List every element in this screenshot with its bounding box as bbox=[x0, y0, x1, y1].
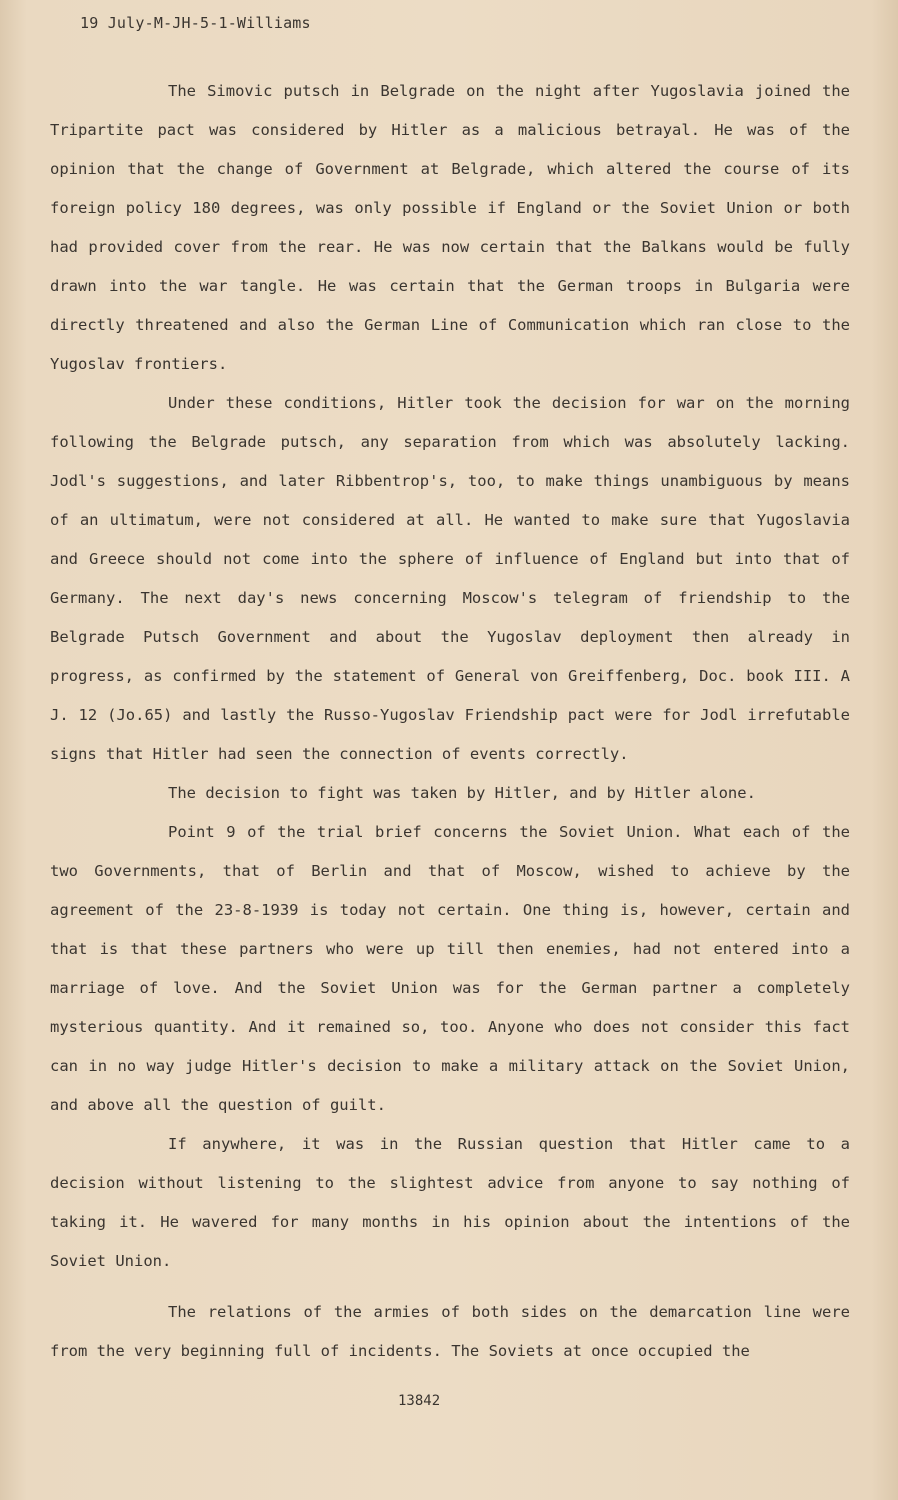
paragraph-3: The decision to fight was taken by Hitler, and by Hitler alone. bbox=[168, 784, 756, 802]
page-header: 19 July-M-JH-5-1-Williams bbox=[80, 14, 311, 32]
document-body bbox=[50, 72, 850, 1371]
page-number: 13842 bbox=[398, 1393, 441, 1409]
paragraph-2: Under these conditions, Hitler took the decision for war on the morning following the Belgrade putsch, any separation from which was absolutely lacking. Jodl's suggestions, and later Ribbentrop's, too, to make things unambiguous by means of an ultimatum, were not considered at all. He wanted to make sure that Yugoslavia and Greece should not come into the sphere of influence of England but into that of Germany. The next day's news concerning Moscow's telegram of friendship to the Belgrade Putsch Government and about the Yugoslav deployment then already in progress, as confirmed by the statement of General von Greiffenberg, Doc. book III. A J. 12 (Jo.65) and lastly the Russo-Yugoslav Friendship pact were for Jodl irrefutable signs that Hitler had seen the connection of events correctly. bbox=[50, 394, 850, 763]
paragraph-6: The relations of the armies of both sides on the demarcation line were from the very beginning full of incidents. The Soviets at once occupied the bbox=[50, 1303, 850, 1360]
paragraph-4: Point 9 of the trial brief concerns the Soviet Union. What each of the two Governments, that of Berlin and that of Moscow, wished to achieve by the agreement of the 23-8-1939 is today not certain. One thing is, however, certain and that is that these partners who were up till then enemies, had not entered into a marriage of love. And the Soviet Union was for the German partner a completely mysterious quantity. And it remained so, too. Anyone who does not consider this fact can in no way judge Hitler's decision to make a military attack on the Soviet Union, and above all the question of guilt. bbox=[50, 823, 850, 1114]
paragraph-5: If anywhere, it was in the Russian question that Hitler came to a decision without listening to the slightest advice from anyone to say nothing of taking it. He wavered for many months in his opinion about the intentions of the Soviet Union. bbox=[50, 1135, 850, 1270]
paragraph-1: The Simovic putsch in Belgrade on the night after Yugoslavia joined the Tripartite pact was considered by Hitler as a malicious betrayal. He was of the opinion that the change of Government at Belgrade, which altered the course of its foreign policy 180 degrees, was only possible if England or the Soviet Union or both had provided cover from the rear. He was now certain that the Balkans would be fully drawn into the war tangle. He was certain that the German troops in Bulgaria were directly threatened and also the German Line of Communication which ran close to the Yugoslav frontiers. bbox=[50, 82, 850, 373]
